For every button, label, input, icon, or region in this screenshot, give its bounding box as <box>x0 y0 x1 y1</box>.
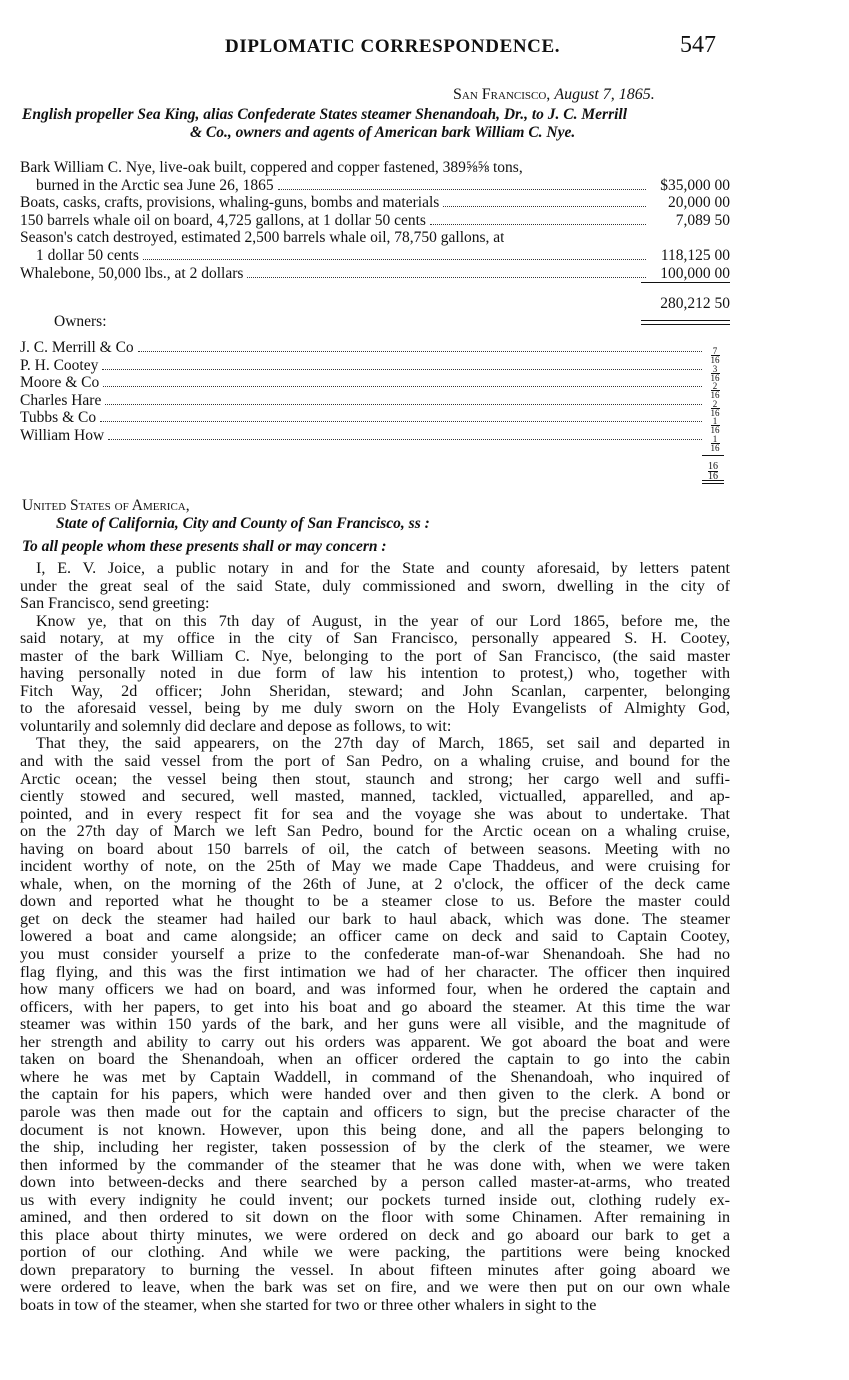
owners-list <box>20 339 722 453</box>
text-line: portion of our clothing. And while we were packing, the partitions were being knocked <box>20 1244 730 1262</box>
protest-heading: United States of America, <box>22 497 190 514</box>
share-numerator: 3 <box>712 363 718 374</box>
share-denominator: 16 <box>710 442 720 453</box>
protest-paragraph <box>20 613 730 736</box>
ledger-item-text: Season's catch destroyed, estimated 2,500 barrels whale oil, 78,750 gallons, at <box>20 229 505 247</box>
text-line: you must consider yourself a prize to the confederate man-of-war Shenandoah. She had no <box>20 946 730 964</box>
text-line: on the 27th day of March we left San Pedro, bound for the Arctic ocean on a whaling cruise, <box>20 823 730 841</box>
owners-sum <box>702 455 724 482</box>
ledger-item-text: 150 barrels whale oil on board, 4,725 gallons, at 1 dollar 50 cents <box>20 211 426 229</box>
protest-venue: State of California, City and County of San Francisco, ss : <box>56 515 430 532</box>
owner-row <box>20 426 722 453</box>
text-line: Fitch Way, 2d officer; John Sheridan, steward; and John Scanlan, carpenter, belonging <box>20 682 730 700</box>
text-line: Know ye, that on this 7th day of August, in the year of our Lord 1865, before me, the <box>36 612 730 630</box>
account-title-line2: & Co., owners and agents of American bark William C. Nye. <box>190 124 576 141</box>
text-line: under the great seal of the said State, duly commissioned and sworn, dwelling in the city of <box>20 577 730 595</box>
owner-name: Charles Hare <box>20 391 102 409</box>
leader-dots <box>105 404 702 405</box>
ledger-row <box>20 159 730 177</box>
text-line: document is not known. However, upon this being done, and all the papers belonging to <box>20 1121 730 1139</box>
text-line: incident worthy of note, on the 25th of May we made Cape Thaddeus, and were cruising for <box>20 858 730 876</box>
total-double-rule <box>641 320 730 325</box>
text-line: down into between-decks and there searched by a person called master-at-arms, who treated <box>20 1174 730 1192</box>
running-title: DIPLOMATIC CORRESPONDENCE. <box>225 36 561 57</box>
share-denominator: 16 <box>710 425 720 436</box>
protest-paragraph <box>20 735 730 1314</box>
text-line: flag flying, and this was the first intimation we had of her character. The officer then inquired <box>20 963 730 981</box>
text-line: ciently stowed and secured, well masted, manned, tackled, victualled, apparelled, and ap- <box>20 788 730 806</box>
ledger-item-text: Boats, casks, crafts, provisions, whaling-guns, bombs and materials <box>20 194 440 212</box>
text-line: whale, when, on the morning of the 26th of June, at 2 o'clock, the officer of the deck came <box>20 875 730 893</box>
text-line: her strength and ability to carry out his orders was apparent. We got aboard the boat and were <box>20 1033 730 1051</box>
leader-dots <box>430 224 646 225</box>
text-line: officers, with her papers, to get into his boat and go aboard the steamer. At this time the war <box>20 998 730 1016</box>
ledger-row <box>20 247 730 265</box>
ledger-row <box>20 194 730 212</box>
owners-label: Owners: <box>54 313 107 330</box>
text-line: down preparatory to burning the vessel. In about fifteen minutes after going aboard we <box>20 1261 730 1279</box>
protest-body <box>20 560 730 1315</box>
text-line: and with the said vessel from the port of San Pedro, on a whaling cruise, and bound for the <box>20 753 730 771</box>
share-denominator: 16 <box>710 390 720 401</box>
text-line: this place about thirty minutes, we were ordered on deck and go aboard our bark to get a <box>20 1226 730 1244</box>
text-line: then informed by the commander of the steamer that he was done with, when we were taken <box>20 1156 730 1174</box>
ledger-total: 280,212 50 <box>660 295 730 312</box>
share-numerator: 7 <box>712 346 718 356</box>
text-line: voluntarily and solemnly did declare and depose as follows, to wit: <box>20 717 452 735</box>
ledger-item-text: 1 dollar 50 cents <box>36 246 139 264</box>
dateline <box>453 86 655 104</box>
share-denominator: 16 <box>710 407 720 418</box>
running-header <box>20 32 729 66</box>
ledger-item-text: burned in the Arctic sea June 26, 1865 <box>36 176 274 194</box>
protest-address: To all people whom these presents shall or may concern : <box>22 538 387 555</box>
text-line: taken on board the Shenandoah, when an officer ordered the captain to go into the cabin <box>20 1051 730 1069</box>
leader-dots <box>143 259 646 260</box>
text-line: pointed, and in every respect fit for sea and the voyage she was about to undertake. That <box>20 805 730 823</box>
text-line: to the aforesaid vessel, being by me duly sworn on the Holy Evangelists of Almighty God, <box>20 700 730 718</box>
text-line: That they, the said appearers, on the 27th day of March, 1865, set sail and departed in <box>36 735 730 753</box>
ledger-row <box>20 265 730 283</box>
text-line: having on board about 150 barrels of oil, the catch of between seasons. Meeting with no <box>20 840 730 858</box>
leader-dots <box>138 351 702 352</box>
ledger-row <box>20 177 730 195</box>
owner-share <box>708 417 722 434</box>
leader-dots <box>247 277 646 278</box>
leader-dots <box>103 386 702 387</box>
sum-double-rule <box>702 480 724 484</box>
account-title <box>22 106 732 142</box>
account-title-line1: English propeller Sea King, alias Confederate States steamer Shenandoah, Dr., to J. C. Merrill <box>22 106 628 123</box>
ledger-amount: 100,000 00 <box>660 264 730 282</box>
page-number: 547 <box>680 32 716 58</box>
share-numerator: 2 <box>712 398 718 409</box>
ledger-amount: 118,125 00 <box>660 246 730 264</box>
owner-share <box>708 382 722 399</box>
owner-share <box>708 400 722 417</box>
text-line: the ship, including her register, taken possession of by the clerk of the steamer, we were <box>20 1139 730 1157</box>
text-line: lowered a boat and came alongside; an officer came on deck and said to Captain Cootey, <box>20 928 730 946</box>
ledger <box>20 159 730 282</box>
text-line: where he was met by Captain Waddell, in command of the Shenandoah, who inquired of <box>20 1068 730 1086</box>
ledger-amount: 7,089 50 <box>675 211 730 229</box>
owner-name: J. C. Merrill & Co <box>20 339 134 356</box>
share-denominator: 16 <box>710 355 720 365</box>
ledger-amount: $35,000 00 <box>660 176 730 194</box>
leader-dots <box>102 369 702 370</box>
owner-name: Moore & Co <box>20 374 100 392</box>
sum-share <box>706 462 720 481</box>
owner-share <box>708 365 722 382</box>
sum-numerator: 16 <box>708 461 718 472</box>
share-numerator: 1 <box>712 433 718 444</box>
text-line: having personally noted in due form of law his intention to protest,) who, together with <box>20 665 730 683</box>
leader-dots <box>108 439 702 440</box>
text-line: steamer was within 150 yards of the bark, and her guns were all visible, and the magnitude of <box>20 1016 730 1034</box>
text-line: San Francisco, send greeting: <box>20 595 210 613</box>
text-line: I, E. V. Joice, a public notary in and for the State and county aforesaid, by letters patent <box>36 560 730 577</box>
text-line: were ordered to leave, when the bark was set on fire, and we were then put on our own whale <box>20 1279 730 1297</box>
ledger-item-text: Whalebone, 50,000 lbs., at 2 dollars <box>20 264 244 282</box>
leader-dots <box>278 189 646 190</box>
text-line: master of the bark William C. Nye, belonging to the port of San Francisco, (the said master <box>20 647 730 665</box>
text-line: boats in tow of the steamer, when she started for two or three other whalers in sight to the <box>20 1296 597 1314</box>
share-numerator: 1 <box>712 416 718 427</box>
owner-share <box>708 435 722 452</box>
text-line: the captain for his papers, which were handed over and then given to the clerk. A bond or <box>20 1086 730 1104</box>
ledger-item-text: Bark William C. Nye, live-oak built, coppered and copper fastened, 389⅝⅝ tons, <box>20 159 523 176</box>
text-line: how many officers we had on board, and was informed four, when he ordered the captain and <box>20 981 730 999</box>
share-denominator: 16 <box>710 372 720 383</box>
protest-paragraph <box>20 560 730 613</box>
total-rule <box>641 282 730 283</box>
text-line: us with every indignity he could invent; our pockets turned inside out, clothing rudely ex- <box>20 1191 730 1209</box>
leader-dots <box>100 421 702 422</box>
dateline-date: August 7, 1865. <box>554 86 655 103</box>
text-line: parole was then made out for the captain and officers to sign, but the precise character of the <box>20 1103 730 1121</box>
text-line: get on deck the steamer had hailed our bark to haul aback, which was done. The steamer <box>20 910 730 928</box>
dateline-city: San Francisco, <box>453 86 551 103</box>
text-line: amined, and then ordered to sit down on the floor with some Chinamen. After remaining in <box>20 1209 730 1227</box>
owner-name: William How <box>20 426 105 444</box>
ledger-row <box>20 212 730 230</box>
share-numerator: 2 <box>712 381 718 392</box>
sum-denominator: 16 <box>708 471 718 482</box>
owner-share <box>708 347 722 364</box>
text-line: said notary, at my office in the city of San Francisco, personally appeared S. H. Cootey, <box>20 630 730 648</box>
owner-name: Tubbs & Co <box>20 409 97 427</box>
owner-name: P. H. Cootey <box>20 356 99 374</box>
text-line: Arctic ocean; the vessel being then stout, staunch and strong; her cargo well and suffi- <box>20 770 730 788</box>
leader-dots <box>443 206 646 207</box>
text-line: down and reported what he thought to be a steamer close to us. Before the master could <box>20 893 730 911</box>
ledger-row <box>20 229 730 247</box>
ledger-amount: 20,000 00 <box>668 194 730 212</box>
